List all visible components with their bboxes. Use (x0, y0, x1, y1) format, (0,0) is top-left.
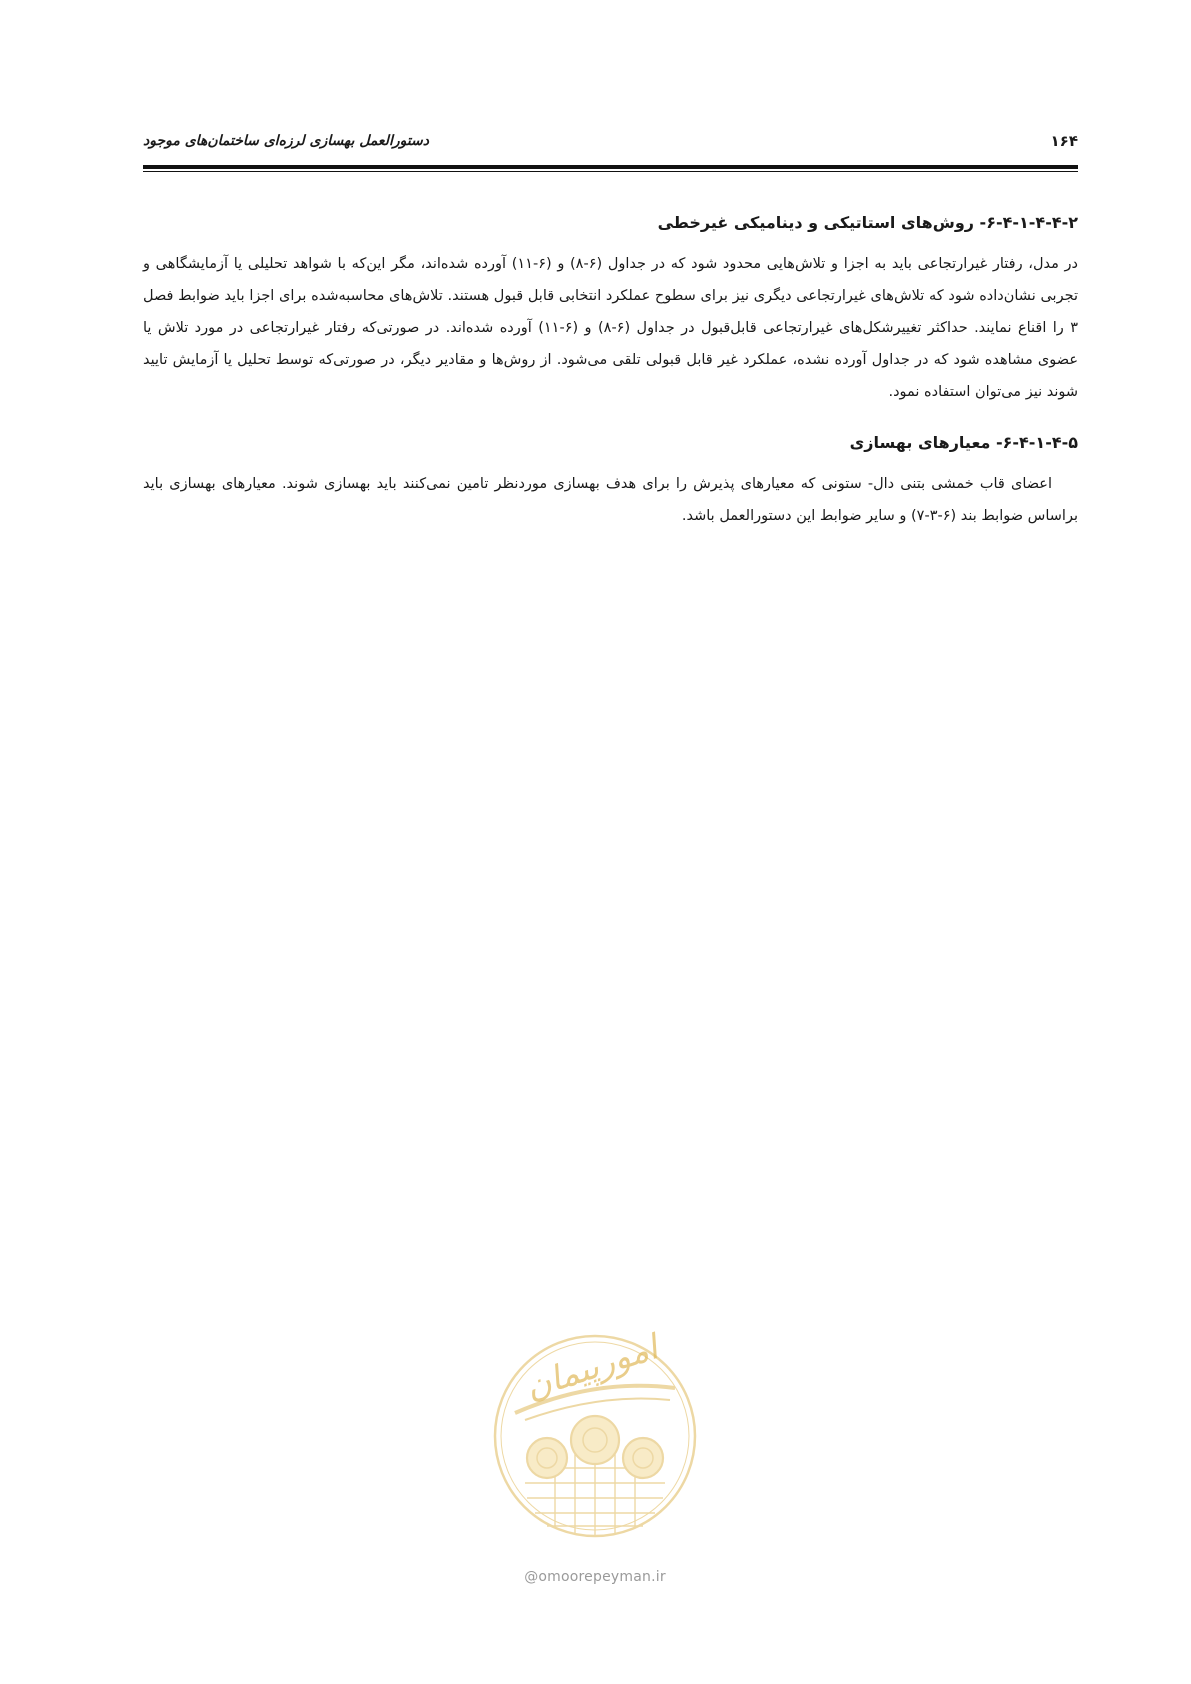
page-header (143, 130, 1078, 154)
section-heading-nonlinear-methods: ۶-۴-۱-۴-۴-۲- روش‌های استاتیکی و دینامیکی غیرخطی (657, 213, 1078, 232)
section-heading-rehab-criteria: ۶-۴-۱-۴-۵- معیارهای بهسازی (849, 433, 1078, 452)
watermark-caption: @omoorepeyman.ir (524, 1569, 666, 1585)
main-content (143, 210, 1078, 554)
paragraph-nonlinear-methods: در مدل، رفتار غیرارتجاعی باید به اجزا و تلاش‌هایی محدود شود که در جداول (۶-۸) و (۶-۱۱) آورده شده‌اند، مگر این‌که با شواهد تحلیلی یا آزمایشگاهی و تجربی نشان‌داده شود که تلاش‌های غیرارتجاعی دیگری نیز برای سطوح عملکرد انتخابی قابل قبول هستند. تلاش‌های محاسبه‌شده برای اجزا باید ضوابط فصل ۳ را اقناع نمایند. حداکثر تغییرشکل‌های غیرارتجاعی قابل‌قبول در جداول (۶-۸) و (۶-۱۱) آورده شده‌اند. در صورتی‌که رفتار غیرارتجاعی در مورد تلاش یا عضوی مشاهده شود که در جداول آورده نشده، عملکرد غیر قابل قبولی تلقی می‌شود. از روش‌ها و مقادیر دیگر، در صورتی‌که توسط تحلیل یا آزمایش تایید شوند نیز می‌توان استفاده نمود. (143, 256, 1079, 400)
paragraph-rehab-criteria: اعضای قاب خمشی بتنی دال- ستونی که معیارهای پذیرش را برای هدف بهسازی موردنظر تامین نمی‌کنند باید بهسازی شوند. معیارهای بهسازی باید براساس ضوابط بند (۶-۳-۷) و سایر ضوابط این دستورالعمل باشد. (143, 476, 1078, 524)
header-rule-thick (143, 165, 1078, 169)
header-rule-thin (143, 171, 1078, 172)
watermark-logo (485, 1318, 705, 1568)
running-header-title: دستورالعمل بهسازی لرزه‌ای ساختمان‌های موجود (143, 133, 430, 149)
watermark-seal-icon (485, 1318, 705, 1568)
watermark-logo-text: امورپیمان (520, 1327, 663, 1408)
page-number: ۱۶۴ (1050, 132, 1078, 150)
